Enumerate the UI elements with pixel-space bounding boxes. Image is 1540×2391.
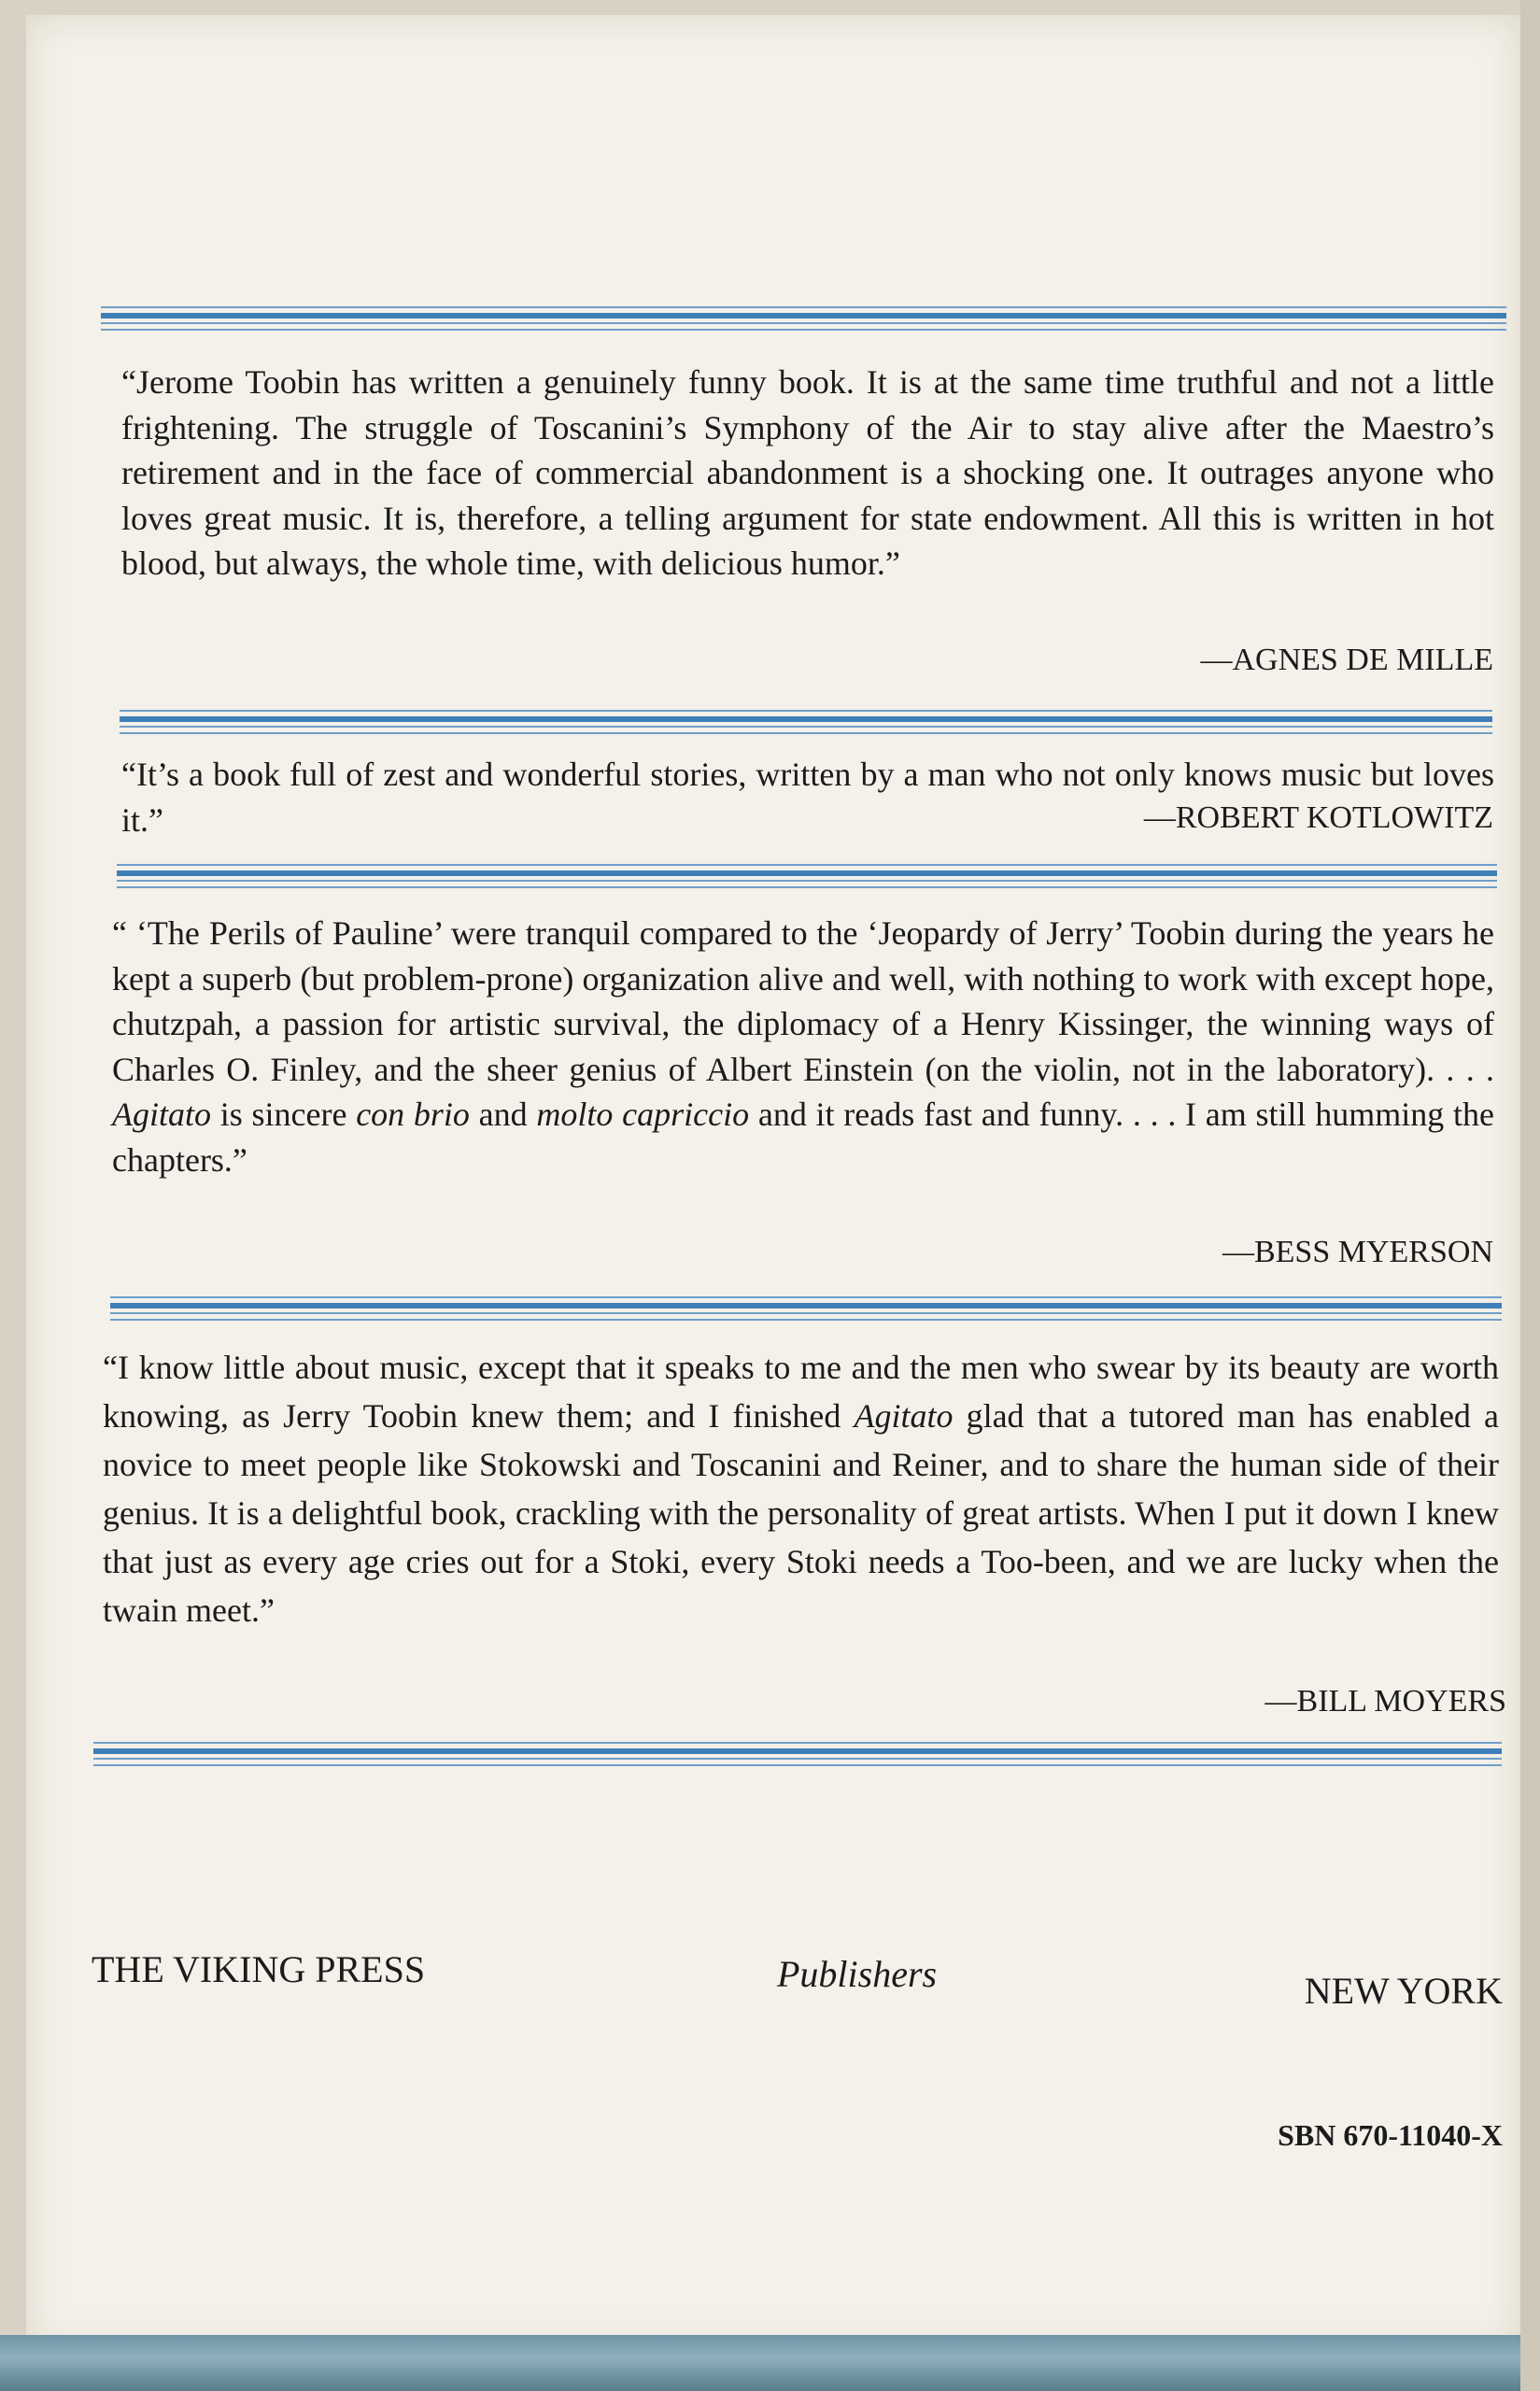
attribution-2: —ROBERT KOTLOWITZ — [1143, 800, 1493, 835]
blue-rule — [101, 306, 1506, 334]
attribution-3: —BESS MYERSON — [1222, 1235, 1493, 1269]
blue-rule — [120, 710, 1492, 738]
publisher-name: THE VIKING PRESS — [92, 1948, 426, 1990]
blue-rule — [110, 1296, 1502, 1324]
publisher-city: NEW YORK — [1304, 1970, 1503, 2012]
publisher-role: Publishers — [777, 1953, 938, 1995]
attribution-1: —AGNES DE MILLE — [1200, 643, 1493, 677]
isbn-number: SBN 670-11040-X — [1278, 2118, 1503, 2152]
blue-rule — [93, 1742, 1502, 1770]
blue-rule — [117, 864, 1497, 892]
cover-right-edge — [1520, 0, 1540, 2391]
quote-2: “It’s a book full of zest and wonderful stories, written by a man who not only knows music but loves it.” — [121, 756, 1494, 839]
attribution-4: —BILL MOYERS — [1264, 1684, 1506, 1719]
quote-3: “ ‘The Perils of Pauline’ were tranquil compared to the ‘Jeopardy of Jerry’ Toobin during the years he kept a superb (but problem-prone) organization alive and well, with nothing to work with except hope, chutzpah, a passion for artistic survival, the diplomacy of a Henry Kissinger, the winning ways of Charles O. Finley, and the sheer genius of Albert Einstein (on the violin, not in the laboratory). . . . Agitato is sincere con brio and molto capriccio and it reads fast and funny. . . . I am still humming the chapters.” — [112, 914, 1494, 1179]
quote-1: “Jerome Toobin has written a genuinely funny book. It is at the same time truthful and not a little frightening. The struggle of Toscanini’s Symphony of the Air to stay alive after the Maestro’s retirement and in the face of commercial abandonment is a shocking one. It outrages anyone who loves great music. It is, therefore, a telling argument for state endowment. All this is written in hot blood, but always, the whole time, with delicious humor.” — [121, 363, 1494, 582]
cover-bottom-edge — [0, 2335, 1540, 2391]
quote-4: “I know little about music, except that it speaks to me and the men who swear by its beauty are worth knowing, as Jerry Toobin knew them; and I finished Agitato glad that a tutored man has enabled a novice to meet people like Stokowski and Toscanini and Reiner, and to share the human side of their genius. It is a delightful book, crackling with the personality of great artists. When I put it down I knew that just as every age cries out for a Stoki, every Stoki needs a Too-been, and we are lucky when the twain meet.” — [103, 1349, 1499, 1629]
